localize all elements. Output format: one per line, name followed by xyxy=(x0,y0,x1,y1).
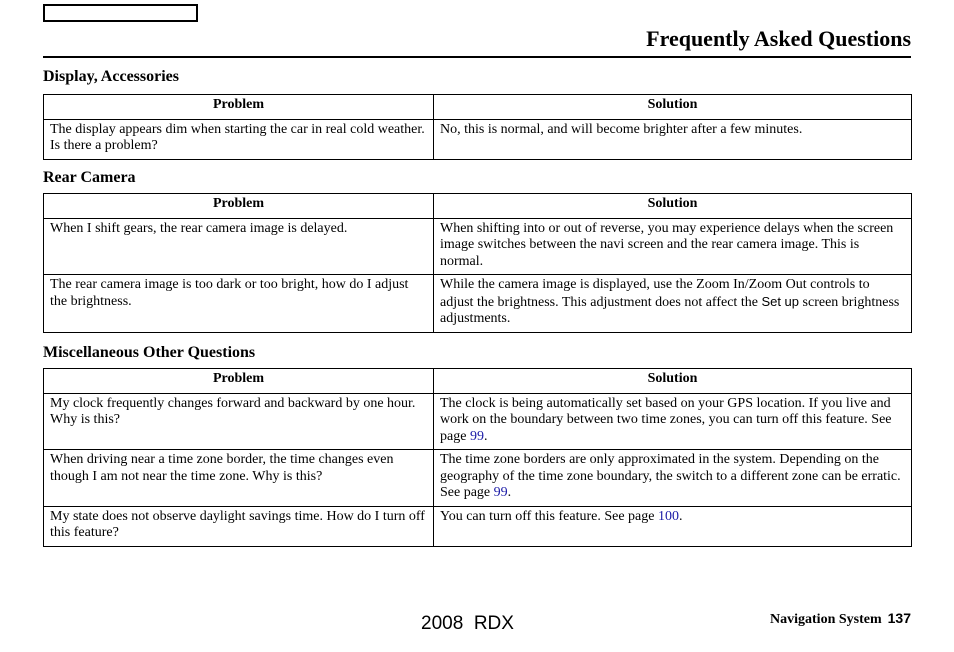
column-header-solution: Solution xyxy=(434,194,912,219)
solution-cell: No, this is normal, and will become brighter after a few minutes. xyxy=(434,119,912,159)
solution-period: . xyxy=(507,485,512,500)
table-row xyxy=(44,119,912,159)
solution-text: While the camera image is displayed, use the Zoom In/Zoom Out controls to adjust the brightness. This adjustment does not affect the xyxy=(440,277,870,310)
column-header-solution: Solution xyxy=(434,95,912,120)
problem-cell: My clock frequently changes forward and backward by one hour. Why is this? xyxy=(44,393,434,450)
solution-text-end: screen brightness adjustments. xyxy=(440,294,900,326)
problem-cell: My state does not observe daylight savings time. How do I turn off this feature? xyxy=(44,506,434,546)
faq-table-rear-camera xyxy=(43,193,912,333)
solution-cell: When shifting into or out of reverse, you may experience delays when the screen image switches between the navi screen and the rear camera image. This is normal. xyxy=(434,218,912,275)
solution-cell xyxy=(434,393,912,450)
solution-cell xyxy=(434,506,912,546)
column-header-problem: Problem xyxy=(44,194,434,219)
table-row xyxy=(44,218,912,275)
problem-cell: The rear camera image is too dark or too bright, how do I adjust the brightness. xyxy=(44,275,434,333)
table-row xyxy=(44,450,912,507)
solution-text: The time zone borders are only approximated in the system. Depending on the geography of the time zone boundary, the switch to a different zone can be erratic. See page xyxy=(440,452,901,500)
setup-screen-name: Set up xyxy=(761,293,800,309)
table-row xyxy=(44,393,912,450)
section-heading-rear-camera: Rear Camera xyxy=(43,169,136,186)
page-number: 137 xyxy=(887,610,911,626)
solution-cell xyxy=(434,275,912,333)
solution-cell xyxy=(434,450,912,507)
solution-period: . xyxy=(483,428,488,444)
footer-nav xyxy=(770,610,911,628)
faq-table-misc xyxy=(43,368,912,547)
table-row xyxy=(44,275,912,333)
table-header-row xyxy=(44,369,912,394)
problem-cell: When driving near a time zone border, the time changes even though I am not near the time zone. Why is this? xyxy=(44,450,434,507)
footer-model-name: 2008 RDX xyxy=(421,613,514,634)
page-link[interactable]: 100 xyxy=(657,508,679,524)
table-header-row xyxy=(44,194,912,219)
problem-cell: When I shift gears, the rear camera image is delayed. xyxy=(44,218,434,275)
solution-period: . xyxy=(678,508,683,524)
column-header-solution: Solution xyxy=(434,369,912,394)
section-heading-display-accessories: Display, Accessories xyxy=(43,68,179,85)
table-header-row xyxy=(44,95,912,120)
section-heading-misc: Miscellaneous Other Questions xyxy=(43,344,256,361)
header-tab-box xyxy=(43,4,198,22)
problem-cell: The display appears dim when starting the car in real cold weather. Is there a problem? xyxy=(44,119,434,159)
page-title: Frequently Asked Questions xyxy=(646,26,911,51)
footer-section-label: Navigation System xyxy=(770,612,882,627)
table-row xyxy=(44,506,912,546)
column-header-problem: Problem xyxy=(44,95,434,120)
faq-table-display-accessories xyxy=(43,94,912,160)
page-link[interactable]: 99 xyxy=(469,428,484,444)
column-header-problem: Problem xyxy=(44,369,434,394)
title-divider xyxy=(43,56,911,58)
solution-text: The clock is being automatically set based on your GPS location. If you live and work on the boundary between two time zones, you can turn off this feature. See page xyxy=(440,395,892,444)
page-link[interactable]: 99 xyxy=(493,485,508,500)
solution-text: You can turn off this feature. See page xyxy=(440,508,658,524)
